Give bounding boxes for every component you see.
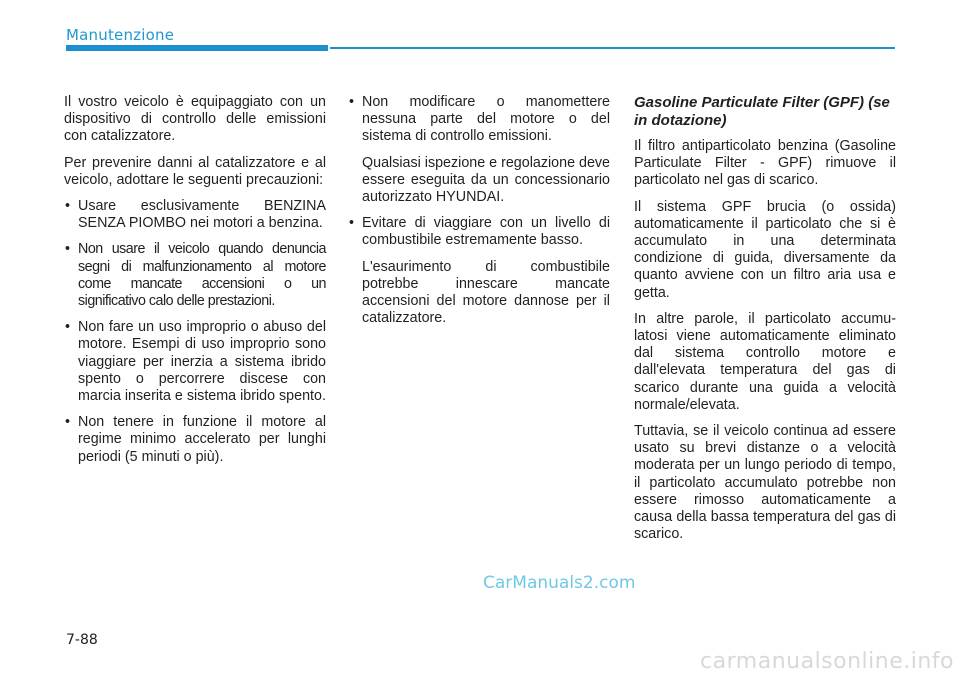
paragraph: Il filtro antiparticolato benzina (Gasoline Particulate Filter - GPF) rimuove il particolato nel gas di scarico. bbox=[634, 138, 896, 189]
footer-site-watermark: carmanualsonline.info bbox=[700, 649, 954, 674]
watermark-link[interactable]: CarManuals2.com bbox=[483, 573, 636, 593]
paragraph: Per prevenire danni al catalizzatore e al veicolo, adottare le seguenti precauzioni: bbox=[64, 154, 326, 188]
bullet-item: • Non tenere in funzione il motore al regime minimo accelerato per lunghi periodi (5 minuti o più). bbox=[64, 414, 326, 466]
column-3 bbox=[634, 94, 896, 552]
page-number: 7-88 bbox=[66, 632, 98, 648]
header-rule-thin bbox=[330, 47, 895, 49]
bullet-item: • Non fare un uso improprio o abuso del motore. Esempi di uso improprio sono viaggiare per inerzia a sistema ibrido spento o percorrere discese con marcia inserita e sistema ibrido spento. bbox=[64, 319, 326, 405]
paragraph: Il sistema GPF brucia (o ossida) automaticamente il particolato che si è accumulato in una determinata condizione di guida, diversamente da quanto avviene con un filtro aria usa e getta. bbox=[634, 198, 896, 301]
column-2 bbox=[348, 94, 610, 336]
bullet-item: • Non usare il veicolo quando denuncia segni di malfunzionamento al motore come mancate accensioni o un significativo calo delle prestazioni. bbox=[64, 241, 326, 310]
section-title: Manutenzione bbox=[66, 26, 175, 44]
paragraph: Tuttavia, se il veicolo continua ad essere usato su brevi distanze o a velocità moderata per un lungo periodo di tempo, il particolato accumulato potrebbe non essere rimosso automaticamente a causa della bassa temperatura del gas di scarico. bbox=[634, 423, 896, 543]
column-1 bbox=[64, 94, 326, 475]
bullet-item: • Evitare di viaggiare con un livello di combustibile estremamente basso. bbox=[348, 215, 610, 249]
gpf-heading: Gasoline Particulate Filter (GPF) (se in dotazione) bbox=[634, 94, 890, 129]
bullet-item: • Usare esclusivamente BENZINA SENZA PIOMBO nei motori a benzina. bbox=[64, 198, 326, 232]
bullet-item: • Non modificare o manomettere nessuna parte del motore o del sistema di controllo emissioni. bbox=[348, 94, 610, 146]
bullet-subparagraph: Qualsiasi ispezione e regolazione deve essere eseguita da un concessionario autorizzato HYUNDAI. bbox=[362, 154, 610, 206]
paragraph: Il vostro veicolo è equipaggiato con un dispositivo di controllo delle emissioni con catalizzatore. bbox=[64, 94, 326, 145]
header-rule-thick bbox=[66, 45, 328, 51]
bullet-subparagraph: L'esaurimento di combustibile potrebbe innescare mancate accensioni del motore dannose per il catalizzatore. bbox=[362, 258, 610, 327]
paragraph: In altre parole, il particolato accumu-latosi viene automaticamente eliminato dal sistema controllo motore e dall'elevata temperatura del gas di scarico durante una guida a velocità normale/elevata. bbox=[634, 310, 896, 413]
